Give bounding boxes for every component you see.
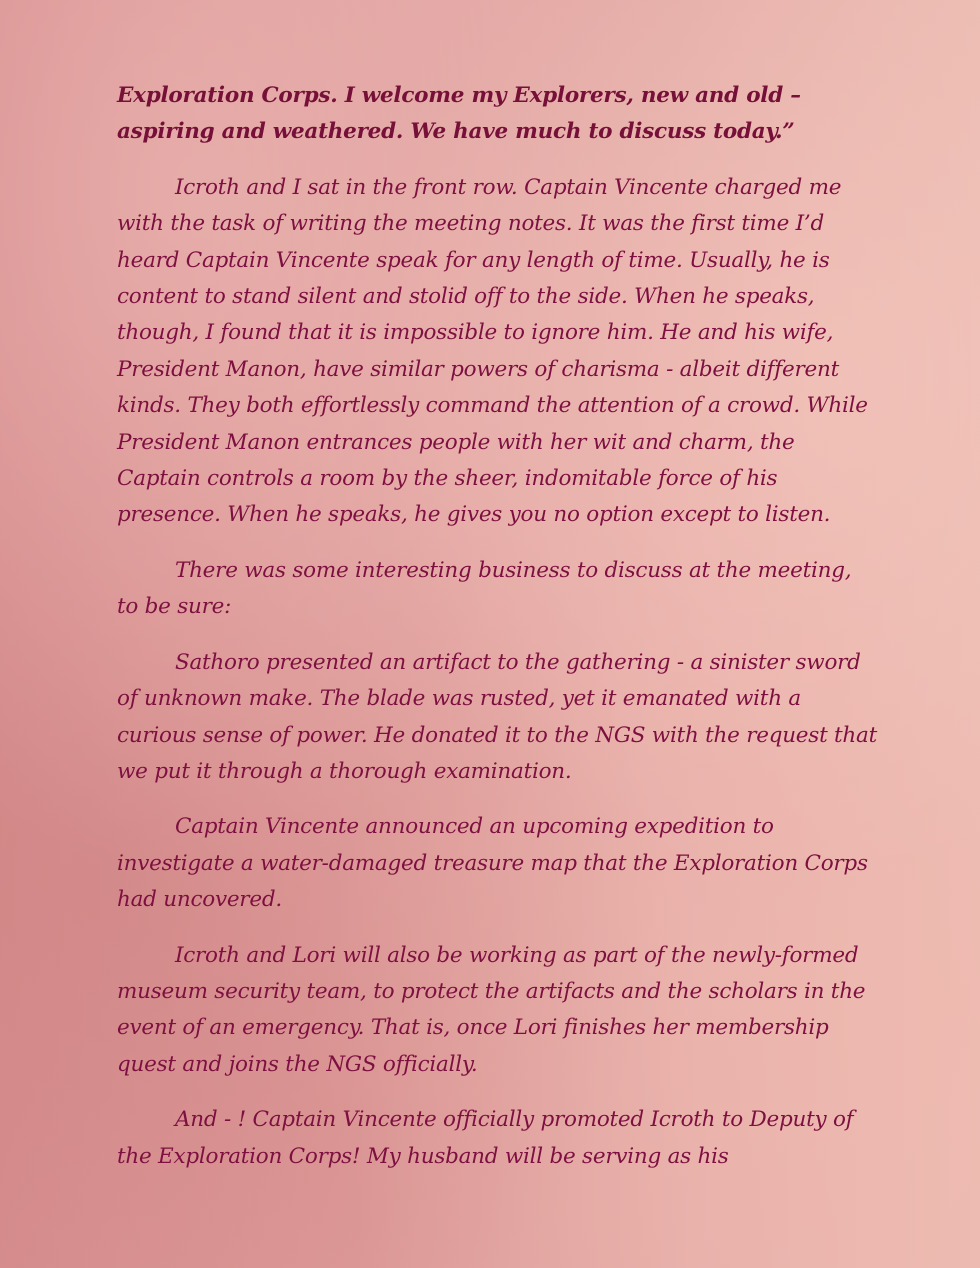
paragraph-opening-quote: Exploration Corps. I welcome my Explorers, new and old – aspiring and weathered. We have much to discuss today.” (117, 83, 801, 145)
paragraph-business-intro: There was some interesting business to discuss at the meeting, to be sure: (117, 557, 852, 620)
paragraph-expedition: Captain Vincente announced an upcoming expedition to investigate a water-damaged treasure map that the Exploration Corps had uncovered. (117, 814, 868, 913)
paragraph-promotion: And - ! Captain Vincente officially promoted Icroth to Deputy of the Exploration Corps! My husband will be serving as his (117, 1107, 854, 1169)
paragraph-sword-artifact: Sathoro presented an artifact to the gathering - a sinister sword of unknown make. The blade was rusted, yet it emanated with a curious sense of power. He donated it to the NGS with the request that we put it through a thorough examination. (117, 649, 877, 784)
document-page (117, 78, 877, 1194)
paragraph-security-team: Icroth and Lori will also be working as part of the newly-formed museum security team, to protect the artifacts and the scholars in the event of an emergency. That is, once Lori finishes her membership quest and joins the NGS officially. (117, 942, 866, 1077)
paragraph-meeting-notes: Icroth and I sat in the front row. Captain Vincente charged me with the task of writing the meeting notes. It was the first time I’d heard Captain Vincente speak for any length of time. Usually, he is content to stand silent and stolid off to the side. When he speaks, though, I found that it is impossible to ignore him. He and his wife, President Manon, have similar powers of charisma - albeit different kinds. They both effortlessly command the attention of a crowd. While President Manon entrances people with her wit and charm, the Captain controls a room by the sheer, indomitable force of his presence. When he speaks, he gives you no option except to listen. (117, 174, 868, 528)
